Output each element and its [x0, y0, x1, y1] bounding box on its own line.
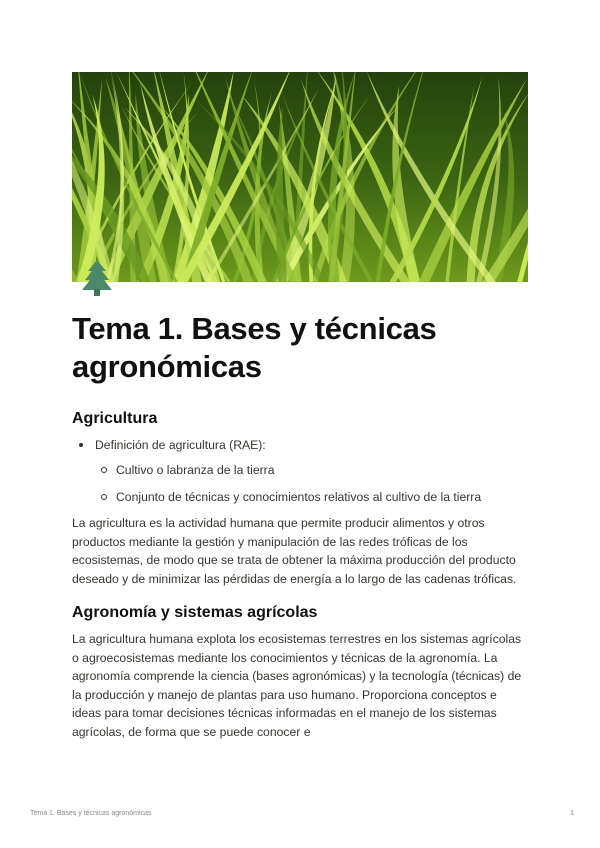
list-item — [72, 436, 528, 454]
bullet-circle-icon — [101, 494, 107, 500]
sub-list-item — [72, 488, 528, 506]
paragraph-agricultura: La agricultura es la actividad humana que permite producir alimentos y otros productos mediante la gestión y manipulación de las redes tróficas de los ecosistemas, de modo que se trata de obtener la máxima producción del producto deseado y de minimizar las pérdidas de energía a lo largo de las cadenas tróficas. — [72, 516, 517, 586]
section-heading-agricultura: Agricultura — [72, 410, 158, 427]
bullet-dot-icon — [79, 443, 83, 447]
evergreen-tree-icon — [80, 258, 114, 298]
page-content — [72, 408, 528, 741]
sub-list-item-text: Conjunto de técnicas y conocimientos relativos al cultivo de la tierra — [116, 490, 482, 504]
definition-list — [72, 436, 528, 506]
bullet-circle-icon — [101, 467, 107, 473]
cover-image — [72, 72, 528, 282]
list-item-text: Definición de agricultura (RAE): — [95, 438, 266, 452]
page-title: Tema 1. Bases y técnicas agronómicas — [72, 311, 437, 384]
grass-photo — [72, 72, 528, 282]
footer-title: Tema 1. Bases y técnicas agronómicas — [30, 810, 152, 817]
sub-list-item — [72, 461, 528, 479]
paragraph-agronomia: La agricultura humana explota los ecosistemas terrestres en los sistemas agrícolas o agroecosistemas mediante los conocimientos y técnicas de la agronomía. La agronomía comprende la ciencia (bases agronómicas) y la tecnología (técnicas) de la producción y manejo de plantas para uso humano. Proporciona conceptos e ideas para tomar decisiones técnicas informadas en el manejo de los sistemas agrícolas, de forma que se puede conocer e — [72, 632, 522, 739]
section-heading-agronomia: Agronomía y sistemas agrícolas — [72, 604, 318, 621]
sub-list-item-text: Cultivo o labranza de la tierra — [116, 463, 275, 477]
footer-page-number: 1 — [570, 810, 574, 817]
